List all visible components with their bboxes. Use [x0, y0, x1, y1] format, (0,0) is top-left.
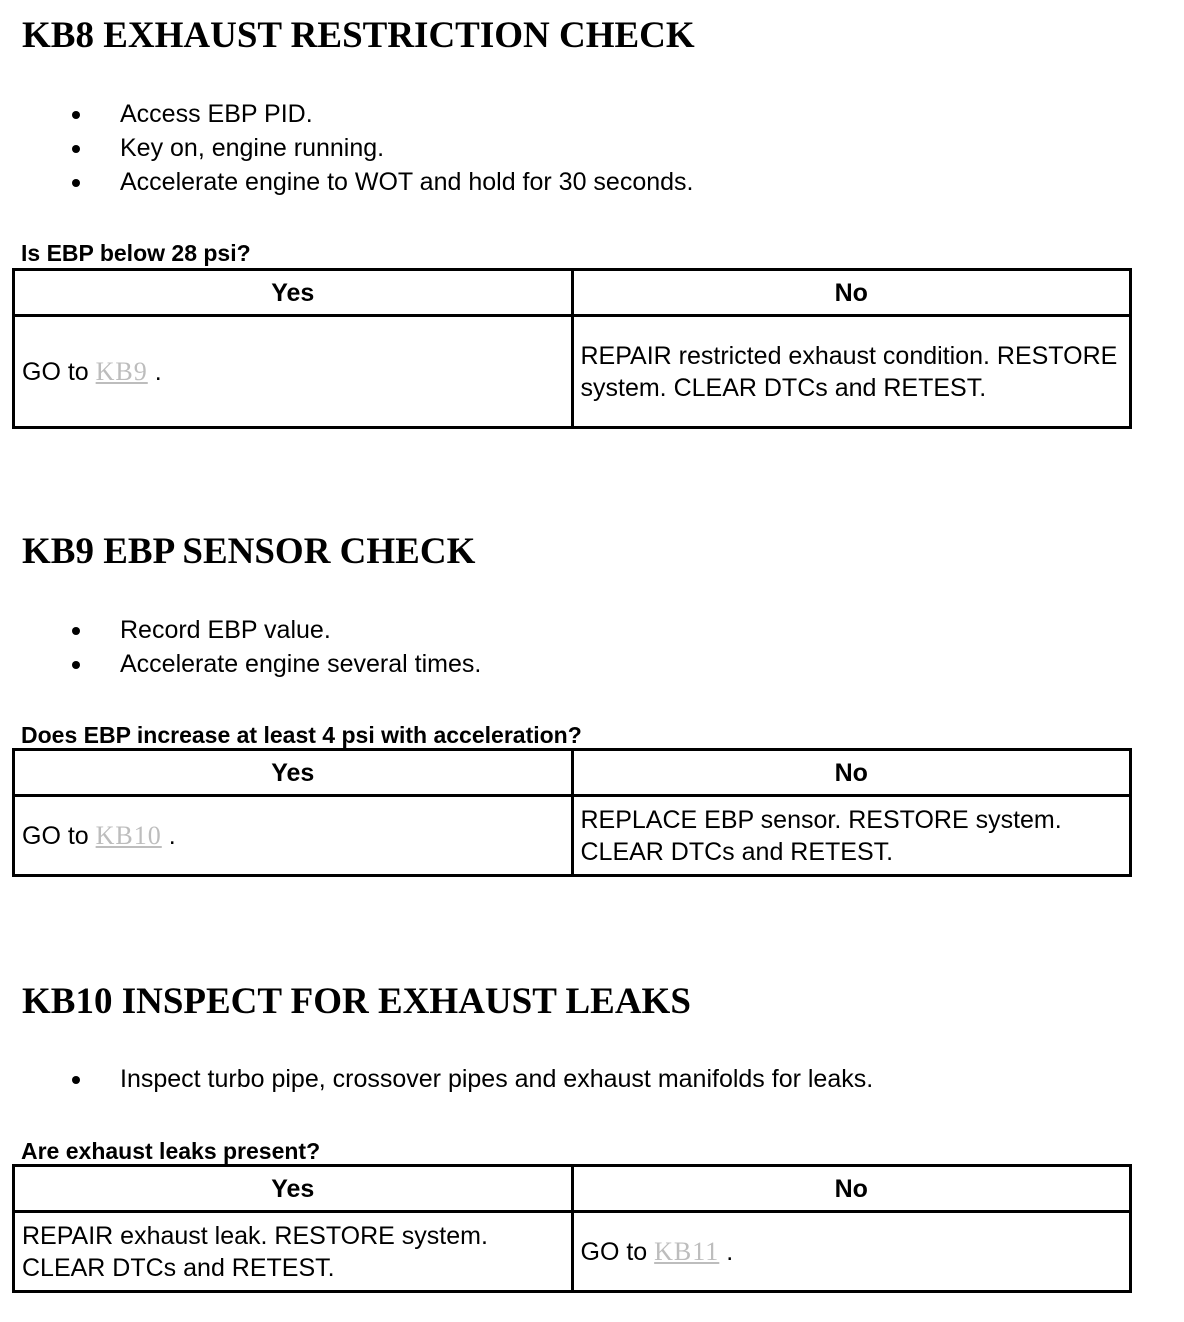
no-header: No [572, 750, 1131, 796]
bullet-icon [72, 661, 80, 669]
no-cell: REPLACE EBP sensor. RESTORE system. CLEAR DTCs and RETEST. [572, 796, 1131, 876]
decision-question: Does EBP increase at least 4 psi with acceleration? [21, 722, 582, 748]
decision-question: Are exhaust leaks present? [21, 1138, 321, 1164]
step-item: Accelerate engine to WOT and hold for 30 seconds. [0, 165, 694, 199]
yes-cell: GO to KB10 . [14, 796, 573, 876]
section-heading: KB9 EBP SENSOR CHECK [22, 531, 476, 572]
yes-header: Yes [14, 270, 573, 316]
goto-link-kb10[interactable]: KB10 [95, 820, 162, 850]
yes-cell: GO to KB9 . [14, 316, 573, 428]
yes-header: Yes [14, 750, 573, 796]
yes-header: Yes [14, 1166, 573, 1212]
decision-table [12, 748, 1132, 877]
decision-table [12, 1164, 1132, 1293]
bullet-icon [72, 627, 80, 635]
no-header: No [572, 1166, 1131, 1212]
decision-table [12, 268, 1132, 429]
step-list [0, 613, 481, 681]
bullet-icon [72, 1076, 80, 1084]
step-item: Record EBP value. [0, 613, 481, 647]
goto-link-kb11[interactable]: KB11 [654, 1236, 720, 1266]
step-item: Key on, engine running. [0, 131, 694, 165]
yes-cell: REPAIR exhaust leak. RESTORE system. CLEAR DTCs and RETEST. [14, 1212, 573, 1292]
decision-question: Is EBP below 28 psi? [21, 240, 251, 266]
bullet-icon [72, 145, 80, 153]
step-item: Access EBP PID. [0, 97, 694, 131]
step-list [0, 1062, 873, 1096]
no-header: No [572, 270, 1131, 316]
section-heading: KB10 INSPECT FOR EXHAUST LEAKS [22, 981, 691, 1022]
step-item: Inspect turbo pipe, crossover pipes and exhaust manifolds for leaks. [0, 1062, 873, 1096]
step-item: Accelerate engine several times. [0, 647, 481, 681]
step-list [0, 97, 694, 199]
goto-link-kb9[interactable]: KB9 [95, 356, 148, 386]
bullet-icon [72, 179, 80, 187]
no-cell: REPAIR restricted exhaust condition. RESTORE system. CLEAR DTCs and RETEST. [572, 316, 1131, 428]
no-cell: GO to KB11 . [572, 1212, 1131, 1292]
bullet-icon [72, 111, 80, 119]
section-heading: KB8 EXHAUST RESTRICTION CHECK [22, 15, 695, 56]
